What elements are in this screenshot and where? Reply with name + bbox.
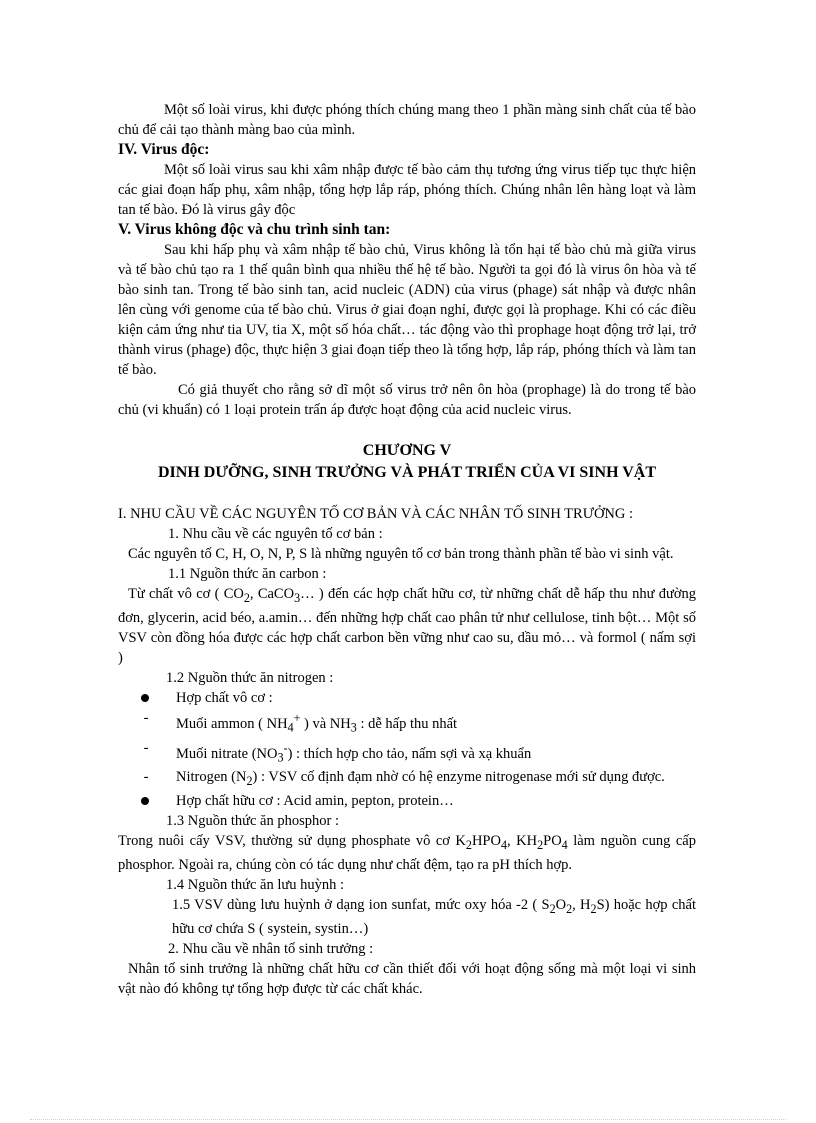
list-item-nitrate: - Muối nitrate $(NO_3^-)$ : thích hợp cho tảo, nấm sợi và xạ khuẩn — [143, 739, 532, 765]
subsection-growth-factors: 2. Nhu cầu về nhân tố sinh trưởng : — [168, 941, 374, 957]
paragraph-basic-elements: Các nguyên tố C, H, O, N, P, S là những nguyên tố cơ bản trong thành phần tế bào vi sinh vật. — [128, 546, 674, 562]
paragraph-carbon: Từ chất vô cơ ( $CO_2$, CaCO$_3$… ) đến các hợp chất hữu cơ, từ những chất dễ hấp thu như đường đơn, glycerin, acid béo, a.amin… đến những hợp chất cao phân tử như cellulose, tinh bột… Một số VSV còn đồng hóa được các hợp chất carbon bền vững như cao su, dầu mỏ… và formol ( nấm sợi ) — [118, 586, 696, 666]
chapter-title: DINH DƯỠNG, SINH TRƯỞNG VÀ PHÁT TRIỂN CỦA VI SINH VẬT — [157, 464, 656, 481]
paragraph-growth-factors: Nhân tố sinh trưởng là những chất hữu cơ cần thiết đối với hoạt động sống mà một loại vi sinh vật nào đó không tự tổng hợp được từ các chất khác. — [118, 961, 696, 997]
paragraph-hypothesis: Có giả thuyết cho rằng sở dĩ một số virus trở nên ôn hòa (prophage) là do trong tế bào chủ (vi khuẩn) có 1 loại protein trấn áp được hoạt động của acid nucleic virus. — [118, 382, 696, 418]
document-page — [118, 100, 696, 999]
subsection-sulfur: 1.4 Nguồn thức ăn lưu huỳnh : — [166, 877, 345, 894]
page-bottom-divider — [30, 1119, 786, 1120]
paragraph-phosphor: Trong nuôi cấy VSV, thường sử dụng phosphate vô cơ $K_2HPO_4$, $KH_2PO_4$ làm nguồn cung cấp phosphor. Ngoài ra, chúng còn có tác dụng như chất đệm, tạo ra pH thích hợp. — [118, 833, 696, 874]
subsection-basic-elements: 1. Nhu cầu về các nguyên tố cơ bản : — [168, 526, 383, 542]
paragraph-lysogeny: Sau khi hấp phụ và xâm nhập tế bào chủ, Virus không là tổn hại tế bào chủ mà giữa virus và tế bào chủ tạo ra 1 thế quân bình qua nhiều thế hệ tế bào. Người ta gọi đó là virus ôn hòa và tế bào sinh tan. Trong tế bào sinh tan, acid nucleic (ADN) của virus (phage) sát nhập và được nhân lên cùng với genome của tế bào chủ. Virus ở giai đoạn nghỉ, được gọi là prophage. Khi có các điều kiện cảm ứng như tia UV, tia X, một số hóa chất… tác động vào thì prophage hoạt động trở lại, trở thành virus (phage) độc, thực hiện 3 giai đoạn tiếp theo là tổng hợp, lắp ráp, phóng thích và làm tan tế bào. — [118, 242, 696, 378]
section-heading-nutrients: I. NHU CẦU VỀ CÁC NGUYÊN TỐ CƠ BẢN VÀ CÁC NHÂN TỐ SINH TRƯỞNG : — [118, 506, 634, 522]
bullet-icon — [141, 694, 149, 702]
nitrogen-list — [118, 688, 696, 811]
subsection-nitrogen: 1.2 Nguồn thức ăn nitrogen : — [166, 669, 334, 686]
paragraph-virulent-virus: Một số loài virus sau khi xâm nhập được tế bào cảm thụ tương ứng virus tiếp tục thực hiện các giai đoạn hấp phụ, xâm nhập, tổng hợp lắp ráp, phóng thích. Chúng nhân lên hàng loạt và làm tan tế bào. Đó là virus gây độc — [118, 162, 696, 218]
paragraph-sulfur: 1.5 VSV dùng lưu huỳnh ở dạng ion sunfat, mức oxy hóa -2 ( $S_2O_2$, $H_2S$) hoặc hợp chất hữu cơ chứa S ( systein, systin…) — [172, 897, 696, 937]
subsection-carbon: 1.1 Nguồn thức ăn carbon : — [168, 566, 327, 582]
list-item-ammon: - Muối ammon ( $NH_4^+$ ) và $NH_3$ : dễ hấp thu nhất — [143, 709, 458, 735]
list-item-organic: Hợp chất hữu cơ : Acid amin, pepton, protein… — [118, 791, 696, 811]
paragraph-membrane: Một số loài virus, khi được phóng thích chúng mang theo 1 phần màng sinh chất của tế bào chủ để cải tạo thành màng bao của mình. — [118, 102, 696, 138]
subsection-phosphor: 1.3 Nguồn thức ăn phosphor : — [166, 813, 339, 830]
list-item-inorganic: Hợp chất vô cơ : — [118, 688, 696, 708]
chapter-number: CHƯƠNG V — [362, 442, 452, 459]
heading-temperate-virus: V. Virus không độc và chu trình sinh tan: — [118, 221, 391, 238]
bullet-icon — [141, 797, 149, 805]
list-item-n2: - Nitrogen $(N_2)$ : VSV cố định đạm nhờ có hệ enzyme nitrogenase mới sử dụng được. — [143, 769, 665, 789]
heading-virulent-virus: IV. Virus độc: — [118, 141, 210, 158]
